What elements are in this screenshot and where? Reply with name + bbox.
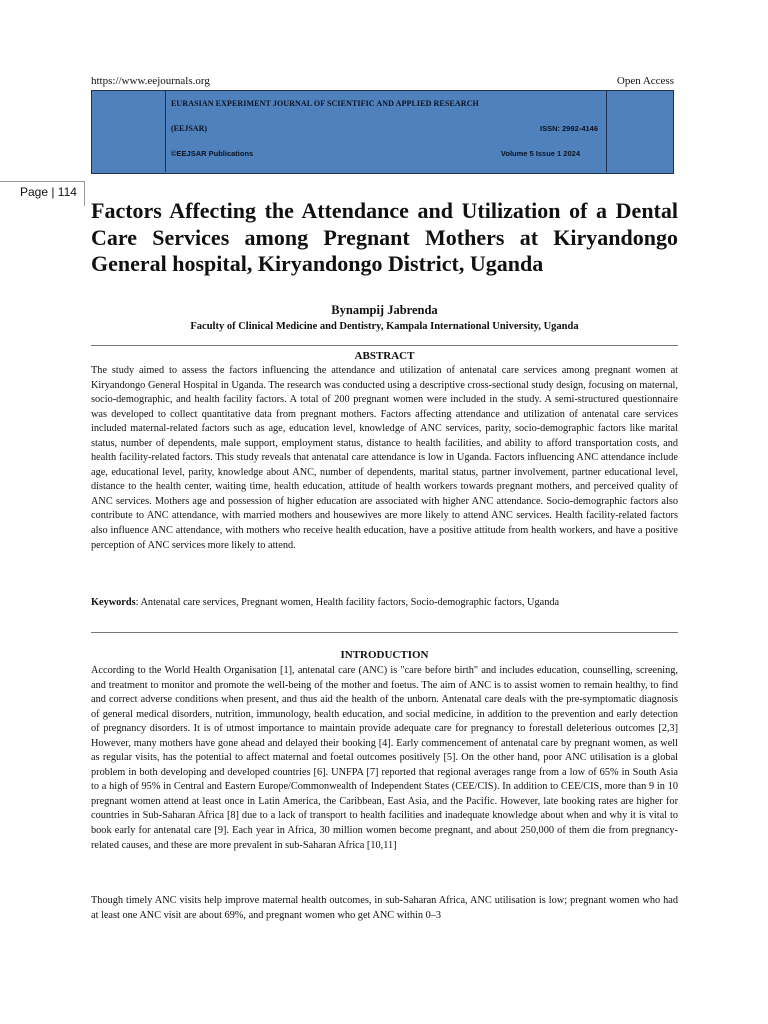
abstract-heading: ABSTRACT xyxy=(354,350,415,362)
journal-banner xyxy=(91,90,674,174)
journal-abbrev: (EEJSAR) xyxy=(171,124,208,133)
journal-publisher: ©EEJSAR Publications xyxy=(171,149,254,158)
author-affiliation: Faculty of Clinical Medicine and Dentistry, Kampala International University, Uganda xyxy=(190,321,579,332)
journal-issn: ISSN: 2992-4146 xyxy=(540,124,598,133)
keywords-label: Keywords xyxy=(91,597,136,608)
divider xyxy=(91,345,678,346)
divider xyxy=(91,632,678,633)
journal-url[interactable]: https://www.eejournals.org xyxy=(91,75,210,87)
page-number: Page | 114 xyxy=(20,185,77,199)
abstract-text: The study aimed to assess the factors influencing the attendance and utilization of antenatal care services among pregnant women at Kiryandongo General Hospital in Uganda. The research was conducted using a descriptive cross-sectional study design, focusing on maternal, socio-demographic, and health facility factors. A total of 200 pregnant women were included in the study. A semi-structured questionnaire was developed to collect quantitative data from pregnant mothers. Factors affecting attendance and utilization of antenatal care services included maternal-related factors such as age, education level, knowledge of ANC services, parity, socio-demographic factors like marital status, number of dependents, male support, employment status, distance to health facilities, and ability to afford transportation costs, and health facility-related factors. This study reveals that antenatal care attendance is low in Uganda. Factors influencing ANC attendance include age, educational level, parity, knowledge about ANC, number of dependents, marital status, partner involvement, partner educational level, distance to the health center, waiting time, health education, attitude of health workers towards pregnant mothers, and perceived quality of ANC services. Mothers age and possession of higher education are associated with higher ANC attendance. Socio-demographic factors also contribute to ANC attendance, with married mothers and housewives are more likely to attend ANC services. Health facility-related factors also influence ANC attendance, with mothers who receive health education, have a positive attitude from health workers, and have a positive perception of ANC services more likely to attend. xyxy=(91,365,678,551)
journal-name: EURASIAN EXPERIMENT JOURNAL OF SCIENTIFIC AND APPLIED RESEARCH xyxy=(171,99,479,108)
paper-title: Factors Affecting the Attendance and Utilization of a Dental Care Services among Pregnant Mothers at Kiryandongo General hospital, Kiryandongo District, Uganda xyxy=(91,198,678,276)
keywords xyxy=(91,596,678,611)
open-access-label: Open Access xyxy=(616,75,674,87)
author-name: Bynampij Jabrenda xyxy=(331,303,438,317)
journal-volume: Volume 5 Issue 1 2024 xyxy=(500,149,580,158)
introduction-paragraph-1: According to the World Health Organisation [1], antenatal care (ANC) is "care before birth" and includes education, counselling, screening, and treatment to monitor and promote the well-being of the mother and foetus. The aim of ANC is to assist women to remain healthy, to find and correct adverse conditions when present, and thus aid the health of the unborn. Antenatal care deals with the pre-symptomatic diagnosis of general medical disorders, nutrition, immunology, health education, and social medicine, in addition to the prevention and early detection of pregnancy disorders. It is of utmost importance to maintain provide adequate care for pregnancy to forestall deleterious outcomes [2,3] However, many mothers have gone ahead and delayed their booking [4]. Early commencement of antenatal care by pregnant women, as well as regular visits, has the potential to affect maternal and foetal outcomes positively [5]. On the other hand, poor ANC utilisation is a global problem in both developing and developed countries [6]. UNFPA [7] reported that regional averages range from a low of 65% in South Asia to a high of 95% in Central and Eastern Europe/Commonwealth of Independent States (CEE/CIS). In addition to CEE/CIS, more than 9 in 10 pregnant women attend at least once in Latin America, the Caribbean, East Asia, and the Pacific. However, late booking rates are higher for countries in Sub-Saharan Africa [8] due to a lack of transport to health facilities and inadequate knowledge about when and why it is vital to book early for antenatal care [9]. Each year in Africa, 30 million women become pregnant, and about 250,000 of them die from pregnancy-related causes, and these are more prevalent in sub-Saharan Africa [10,11] xyxy=(91,665,678,851)
keywords-list: : Antenatal care services, Pregnant women, Health facility factors, Socio-demographic factors, Uganda xyxy=(135,597,560,608)
introduction-paragraph-2: Though timely ANC visits help improve maternal health outcomes, in sub-Saharan Africa, ANC utilisation is low; pregnant women who had at least one ANC visit are about 69%, and pregnant women who get ANC within 0–3 xyxy=(91,895,678,921)
running-header xyxy=(91,75,674,89)
introduction-heading: INTRODUCTION xyxy=(340,649,429,661)
journal-banner-center xyxy=(165,91,607,172)
page-number-box xyxy=(0,181,85,206)
